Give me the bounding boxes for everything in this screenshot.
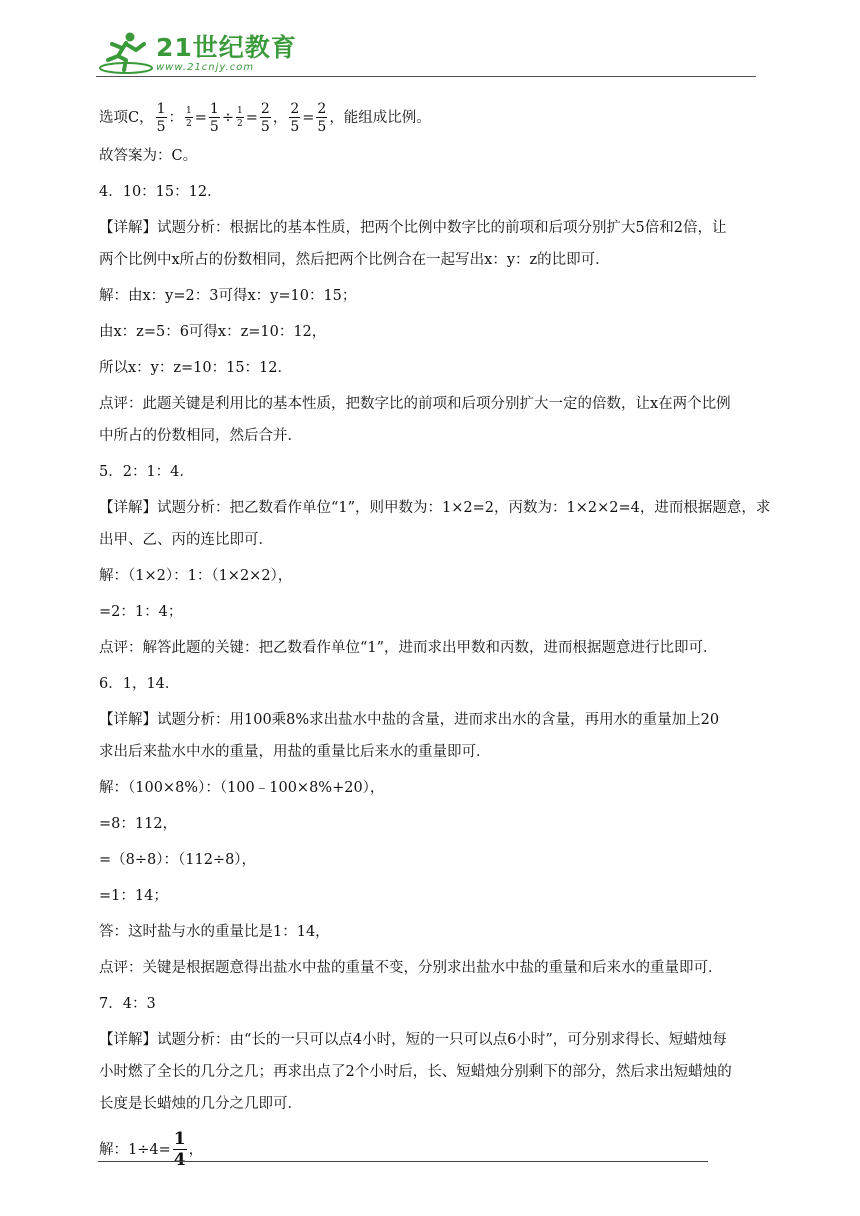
numerator: 1 bbox=[156, 101, 166, 117]
numerator: 1 bbox=[186, 106, 192, 116]
numerator: 1 bbox=[209, 101, 219, 117]
text: 解：1÷4= bbox=[99, 1142, 171, 1158]
explanation-line: 【详解】试题分析：把乙数看作单位“1”，则甲数为：1×2=2，丙数为：1×2×2=4，进而根据题意，求 bbox=[99, 500, 771, 516]
page-header bbox=[96, 30, 756, 78]
numerator: 2 bbox=[260, 101, 270, 117]
answer-line: 故答案为：C。 bbox=[99, 148, 198, 164]
answer-line: 答：这时盐与水的重量比是1：14， bbox=[99, 924, 330, 940]
explanation-line: 长度是长蜡烛的几分之几即可． bbox=[99, 1096, 302, 1112]
comment-line: 点评：此题关键是利用比的基本性质，把数字比的前项和后项分别扩大一定的倍数，让x在两个比例 bbox=[99, 396, 731, 412]
text: 选项C， bbox=[99, 110, 154, 126]
denominator: 5 bbox=[290, 119, 300, 135]
comment-line: 中所占的份数相同，然后合并． bbox=[99, 428, 302, 444]
solution-line: 所以x：y：z=10：15：12． bbox=[99, 360, 293, 376]
logo-text bbox=[156, 34, 297, 74]
explanation-line: 【详解】试题分析：用100乘8%求出盐水中盐的含量，进而求出水的含量，再用水的重量加上20 bbox=[99, 712, 720, 728]
logo-url: www.21cnjy.com bbox=[156, 62, 255, 73]
solution-line bbox=[99, 1130, 763, 1170]
denominator: 5 bbox=[156, 119, 166, 135]
explanation-line: 出甲、乙、丙的连比即可． bbox=[99, 532, 273, 548]
logo bbox=[96, 30, 297, 74]
fraction bbox=[289, 102, 300, 134]
question-heading: 5．2：1：4． bbox=[99, 464, 194, 480]
solution-line: 解：（1×2）：1：（1×2×2）， bbox=[99, 568, 293, 584]
question-heading: 6．1，14． bbox=[99, 676, 180, 692]
runner-logo-icon bbox=[96, 30, 154, 74]
document-body bbox=[99, 101, 771, 1186]
text: = bbox=[245, 110, 258, 126]
fraction bbox=[260, 102, 271, 134]
solution-line: 解：由x：y=2：3可得x：y=10：15； bbox=[99, 288, 357, 304]
option-c-line bbox=[99, 98, 763, 138]
text: = bbox=[194, 110, 207, 126]
fraction bbox=[236, 107, 244, 129]
fraction bbox=[156, 102, 167, 134]
solution-line: =2：1：4； bbox=[99, 604, 183, 620]
solution-line: =1：14； bbox=[99, 888, 168, 904]
solution-line: 由x：z=5：6可得x：z=10：12， bbox=[99, 324, 327, 340]
explanation-line: 小时燃了全长的几分之几；再求出点了2个小时后，长、短蜡烛分别剩下的部分，然后求出短蜡烛的 bbox=[99, 1064, 732, 1080]
question-heading: 7．4：3 bbox=[99, 996, 156, 1012]
solution-line: =（8÷8）：（112÷8）， bbox=[99, 852, 257, 868]
comment-line: 点评：关键是根据题意得出盐水中盐的重量不变，分别求出盐水中盐的重量和后来水的重量即可． bbox=[99, 960, 723, 976]
explanation-line: 求出后来盐水中水的重量，用盐的重量比后来水的重量即可． bbox=[99, 744, 491, 760]
explanation-line: 两个比例中x所占的份数相同，然后把两个比例合在一起写出x：y：z的比即可． bbox=[99, 252, 610, 268]
denominator: 5 bbox=[209, 119, 219, 135]
text: ÷ bbox=[221, 110, 234, 126]
text: ，能组成比例。 bbox=[329, 110, 431, 126]
fraction bbox=[185, 107, 193, 129]
question-heading: 4．10：15：12． bbox=[99, 184, 222, 200]
text: ， bbox=[188, 1142, 204, 1158]
solution-line: 解：（100×8%）：（100﹣100×8%+20）， bbox=[99, 780, 385, 796]
numerator: 2 bbox=[290, 101, 300, 117]
solution-line: =8：112， bbox=[99, 816, 178, 832]
fraction bbox=[316, 102, 327, 134]
comment-line: 点评：解答此题的关键：把乙数看作单位“1”，进而求出甲数和丙数，进而根据题意进行比即可． bbox=[99, 640, 718, 656]
denominator: 5 bbox=[317, 119, 327, 135]
logo-title: 21世纪教育 bbox=[156, 33, 297, 62]
numerator: 1 bbox=[173, 1129, 186, 1149]
text: = bbox=[302, 110, 315, 126]
footer-rule bbox=[98, 1161, 708, 1162]
explanation-line: 【详解】试题分析：由“长的一只可以点4小时，短的一只可以点6小时”，可分别求得长、短蜡烛每 bbox=[99, 1032, 727, 1048]
denominator: 5 bbox=[260, 119, 270, 135]
denominator: 2 bbox=[186, 119, 192, 129]
header-rule bbox=[96, 76, 756, 77]
explanation-line: 【详解】试题分析：根据比的基本性质，把两个比例中数字比的前项和后项分别扩大5倍和2倍，让 bbox=[99, 220, 727, 236]
fraction bbox=[209, 102, 220, 134]
text: ： bbox=[168, 110, 184, 126]
fraction bbox=[173, 1131, 187, 1169]
denominator: 2 bbox=[237, 119, 243, 129]
numerator: 1 bbox=[237, 106, 243, 116]
numerator: 2 bbox=[317, 101, 327, 117]
text: ， bbox=[272, 110, 288, 126]
denominator: 4 bbox=[173, 1150, 186, 1170]
